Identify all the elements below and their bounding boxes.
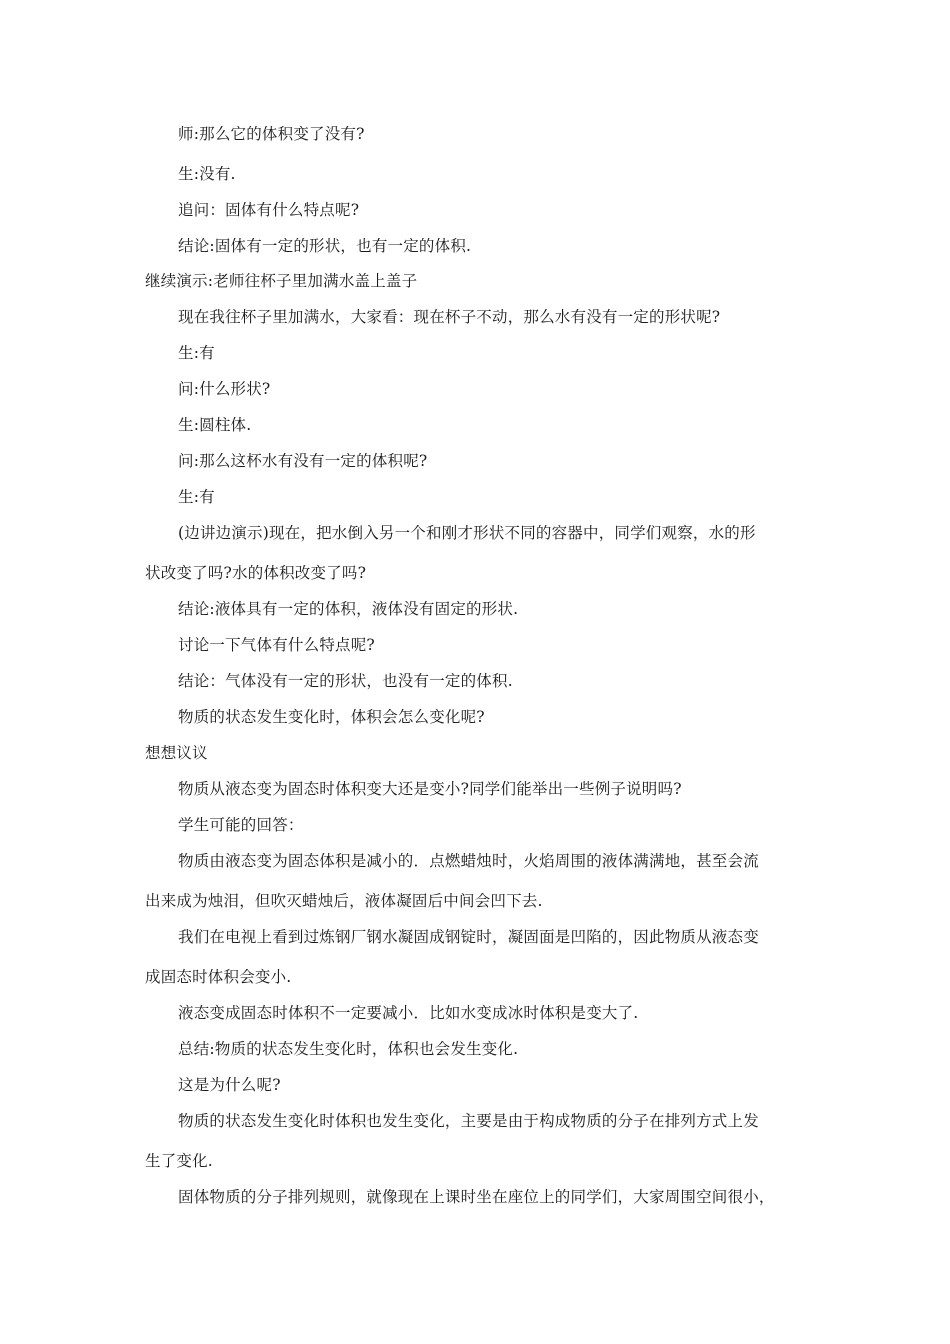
text-line: 生:有 <box>178 344 215 362</box>
text-line: 结论：气体没有一定的形状，也没有一定的体积. <box>178 672 513 690</box>
text-line: 问:那么这杯水有没有一定的体积呢? <box>178 452 428 470</box>
text-line: 现在我往杯子里加满水，大家看：现在杯子不动，那么水有没有一定的形状呢? <box>178 308 721 326</box>
text-line: 物质从液态变为固态时体积变大还是变小?同学们能举出一些例子说明吗? <box>178 780 682 798</box>
text-line: 总结:物质的状态发生变化时，体积也会发生变化. <box>178 1040 519 1058</box>
text-line: 生:圆柱体. <box>178 416 252 434</box>
text-line: 物质的状态发生变化时，体积会怎么变化呢? <box>178 708 485 726</box>
text-line: 这是为什么呢? <box>178 1076 281 1094</box>
text-line: 出来成为烛泪，但吹灭蜡烛后，液体凝固后中间会凹下去. <box>145 892 543 910</box>
section-heading: 想想议议 <box>145 744 208 762</box>
text-line: 结论:固体有一定的形状，也有一定的体积. <box>178 237 472 255</box>
text-line: 状改变了吗?水的体积改变了吗? <box>145 564 367 582</box>
text-line: 讨论一下气体有什么特点呢? <box>178 636 375 654</box>
text-line: 物质的状态发生变化时体积也发生变化，主要是由于构成物质的分子在排列方式上发 <box>178 1112 759 1130</box>
text-line: 学生可能的回答： <box>178 816 304 834</box>
text-line: 固体物质的分子排列规则，就像现在上课时坐在座位上的同学们，大家周围空间很小， <box>178 1188 775 1206</box>
section-heading: 继续演示:老师往杯子里加满水盖上盖子 <box>145 272 418 290</box>
text-line: 生:有 <box>178 488 215 506</box>
text-line: 成固态时体积会变小. <box>145 968 292 986</box>
text-line: 物质由液态变为固态体积是减小的．点燃蜡烛时，火焰周围的液体满满地，甚至会流 <box>178 852 759 870</box>
text-line: (边讲边演示)现在，把水倒入另一个和刚才形状不同的容器中，同学们观察，水的形 <box>178 524 756 542</box>
text-line: 结论:液体具有一定的体积，液体没有固定的形状. <box>178 600 519 618</box>
text-line: 问:什么形状? <box>178 380 271 398</box>
text-line: 追问：固体有什么特点呢? <box>178 201 360 219</box>
text-line: 我们在电视上看到过炼钢厂钢水凝固成钢锭时，凝固面是凹陷的，因此物质从液态变 <box>178 928 759 946</box>
text-line: 生了变化. <box>145 1152 213 1170</box>
text-line: 液态变成固态时体积不一定要减小．比如水变成冰时体积是变大了. <box>178 1004 639 1022</box>
text-line: 生:没有. <box>178 165 236 183</box>
text-line: 师:那么它的体积变了没有? <box>178 125 365 143</box>
